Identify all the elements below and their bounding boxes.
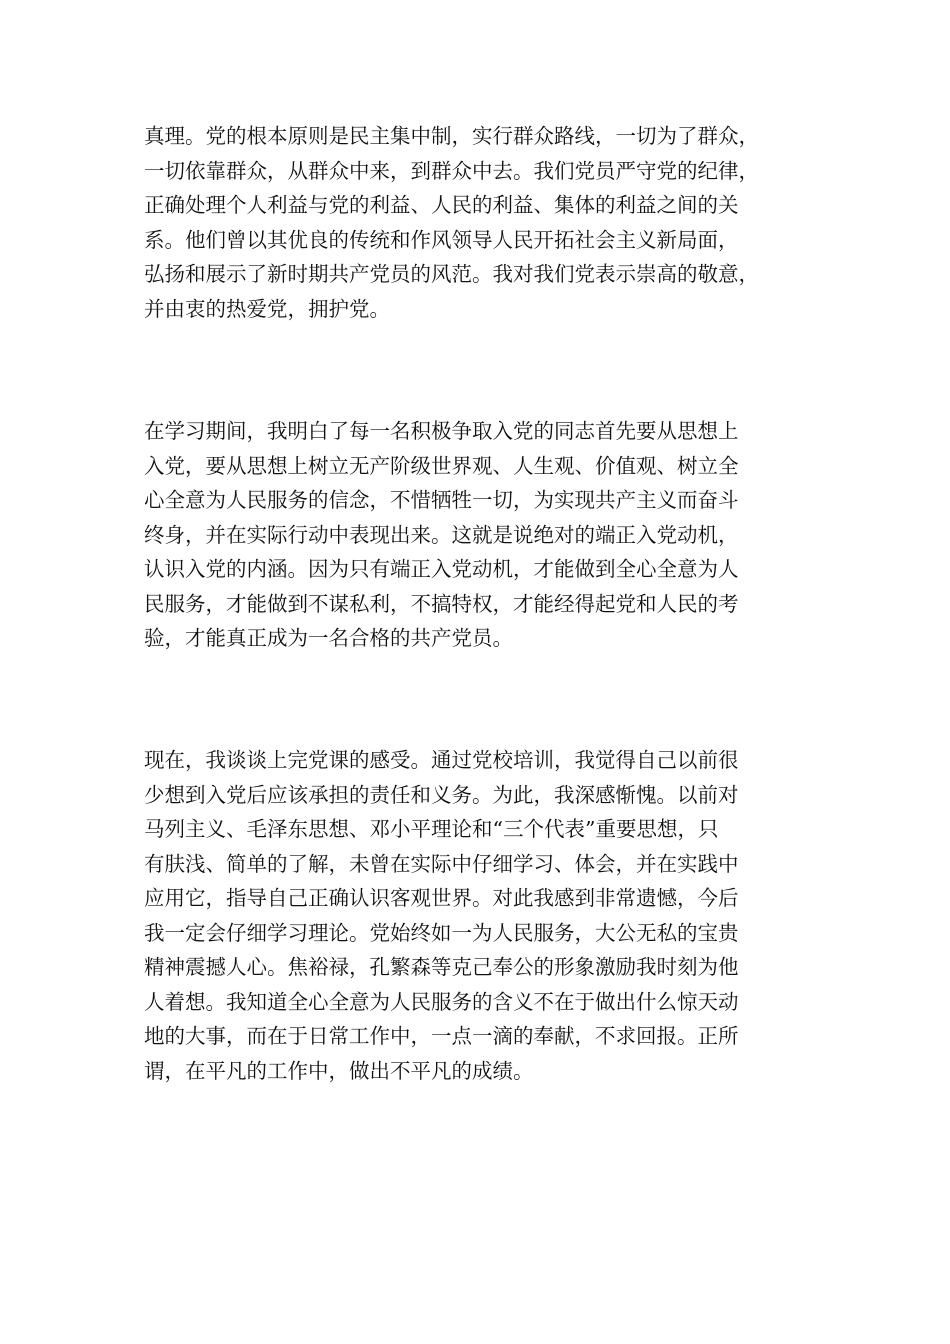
paragraph-line: 精神震撼人心。焦裕禄，孔繁森等克己奉公的形象激励我时刻为他 xyxy=(144,955,739,979)
paragraph-1 xyxy=(144,119,820,326)
paragraph-line: 地的大事，而在于日常工作中，一点一滴的奉献，不求回报。正所 xyxy=(144,1024,739,1048)
paragraph-line: 正确处理个人利益与党的利益、人民的利益、集体的利益之间的关 xyxy=(144,193,739,217)
paragraph-line: 少想到入党后应该承担的责任和义务。为此，我深感惭愧。以前对 xyxy=(144,782,739,807)
paragraph-line: 民服务，才能做到不谋私利，不搞特权，才能经得起党和人民的考 xyxy=(144,591,739,616)
paragraph-line: 并由衷的热爱党，拥护党。 xyxy=(144,296,390,321)
paragraph-line: 人着想。我知道全心全意为人民服务的含义不在于做出什么惊天动 xyxy=(144,989,739,1014)
paragraph-line: 系。他们曾以其优良的传统和作风领导人民开拓社会主义新局面， xyxy=(144,227,739,252)
paragraph-2 xyxy=(144,414,820,656)
paragraph-line: 有肤浅、简单的了解，未曾在实际中仔细学习、体会，并在实践中 xyxy=(144,851,739,876)
paragraph-line: 弘扬和展示了新时期共产党员的风范。我对我们党表示崇高的敬意， xyxy=(144,262,759,286)
paragraph-line: 心全意为人民服务的信念，不惜牺牲一切，为实现共产主义而奋斗 xyxy=(144,488,739,512)
paragraph-line: 认识入党的内涵。因为只有端正入党动机，才能做到全心全意为人 xyxy=(144,557,739,581)
paragraph-line: 现在，我谈谈上完党课的感受。通过党校培训，我觉得自己以前很 xyxy=(144,748,739,772)
paragraph-line: 应用它，指导自己正确认识客观世界。对此我感到非常遗憾，今后 xyxy=(144,886,739,910)
paragraph-line: 终身，并在实际行动中表现出来。这就是说绝对的端正入党动机， xyxy=(144,522,739,547)
paragraph-line: 入党，要从思想上树立无产阶级世界观、人生观、价值观、树立全 xyxy=(144,453,739,478)
paragraph-line: 验，才能真正成为一名合格的共产党员。 xyxy=(144,626,513,650)
paragraph-line: 真理。党的根本原则是民主集中制，实行群众路线，一切为了群众， xyxy=(144,124,759,148)
paragraph-line: 马列主义、毛泽东思想、邓小平理论和“三个代表”重要思想，只 xyxy=(144,817,719,841)
paragraph-line: 谓，在平凡的工作中，做出不平凡的成绩。 xyxy=(144,1058,534,1083)
paragraph-line: 我一定会仔细学习理论。党始终如一为人民服务，大公无私的宝贵 xyxy=(144,920,739,945)
paragraph-line: 一切依靠群众，从群众中来，到群众中去。我们党员严守党的纪律， xyxy=(144,158,759,183)
paragraph-line: 在学习期间，我明白了每一名积极争取入党的同志首先要从思想上 xyxy=(144,419,739,443)
paragraph-3 xyxy=(144,743,820,1088)
